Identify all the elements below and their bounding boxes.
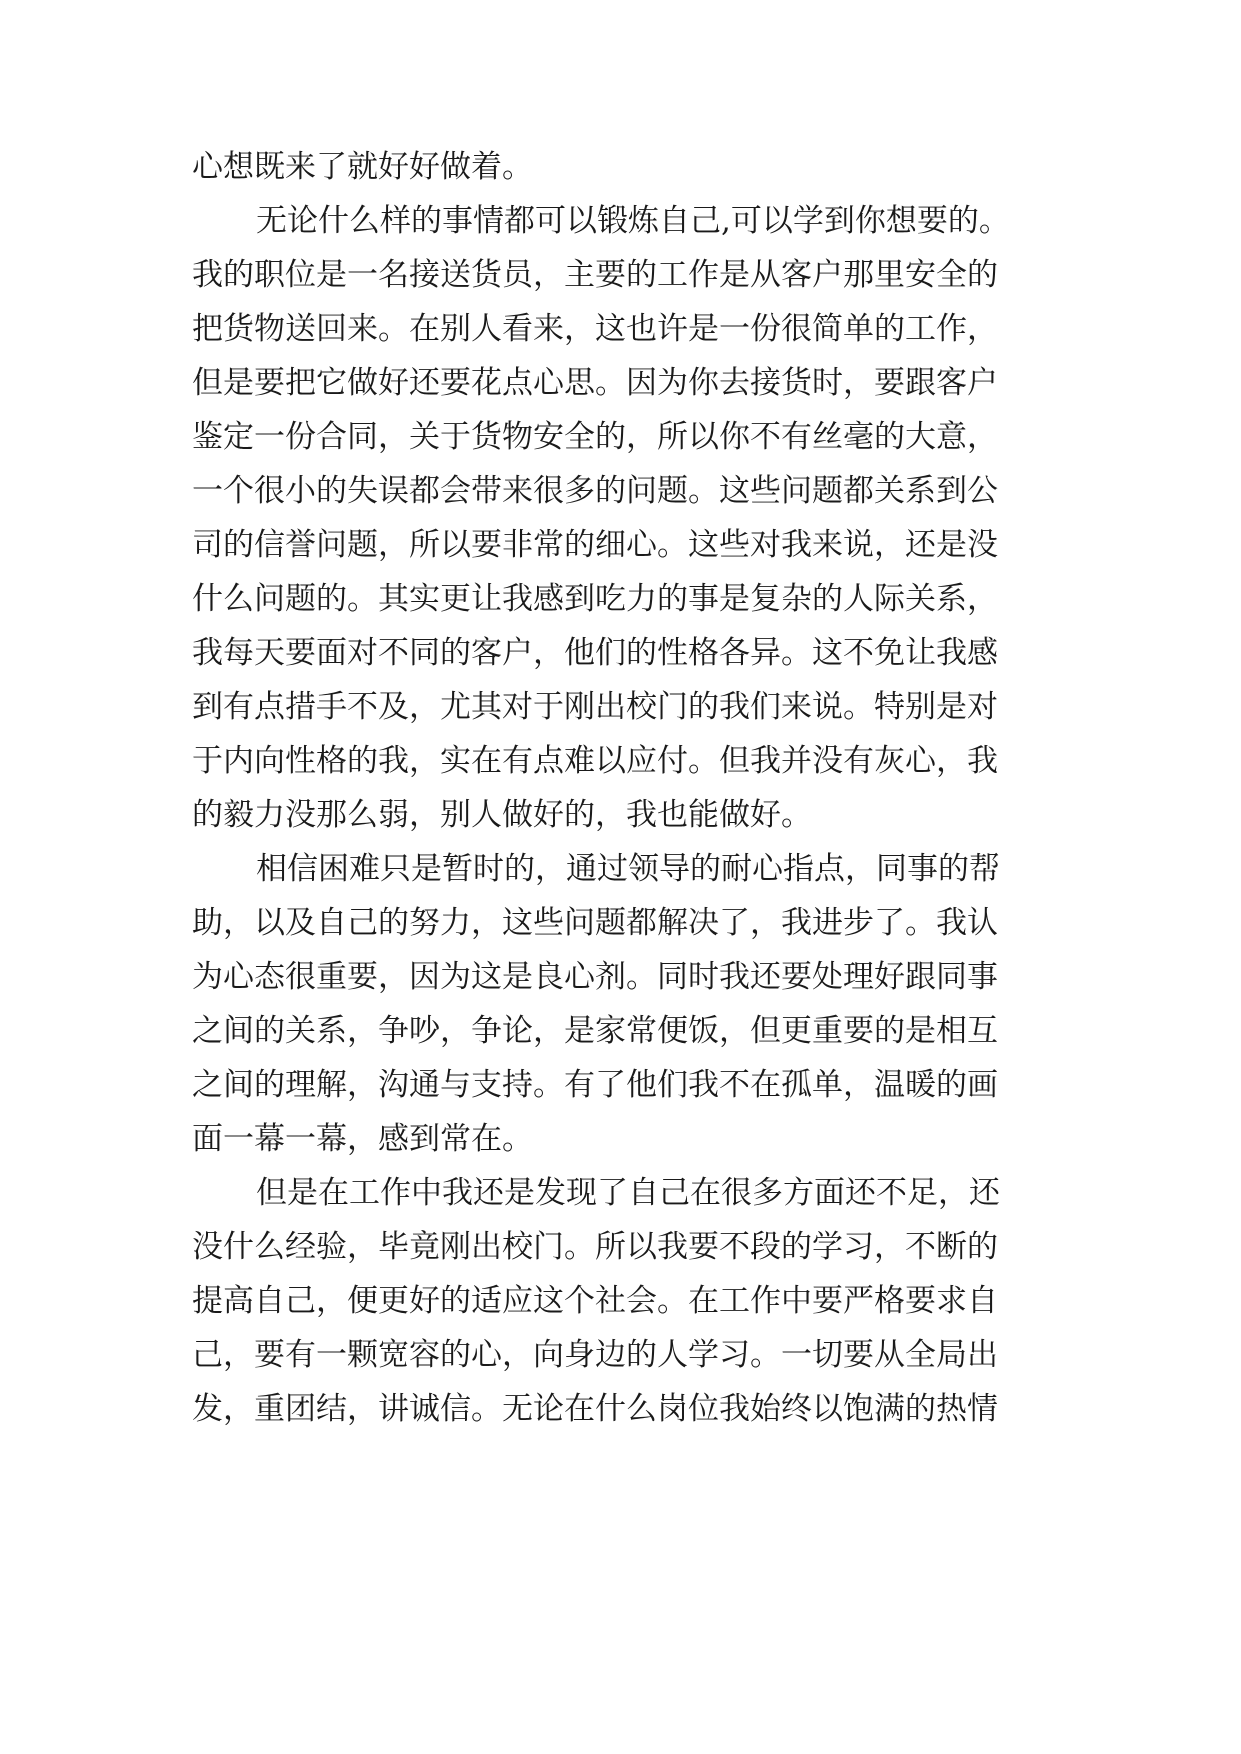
text-line-paragraph-start: 但是在工作中我还是发现了自己在很多方面还不足，还 [256, 1175, 1000, 1211]
text-line: 但是要把它做好还要花点心思。因为你去接货时，要跟客户 [192, 365, 998, 401]
text-line: 没什么经验，毕竟刚出校门。所以我要不段的学习，不断的 [192, 1229, 998, 1265]
text-line: 面一幕一幕，感到常在。 [192, 1121, 533, 1157]
text-line: 鉴定一份合同，关于货物安全的，所以你不有丝毫的大意， [192, 419, 998, 455]
text-line: 把货物送回来。在别人看来，这也许是一份很简单的工作， [192, 311, 998, 347]
text-line: 之间的理解，沟通与支持。有了他们我不在孤单，温暖的画 [192, 1067, 998, 1103]
text-line: 一个很小的失误都会带来很多的问题。这些问题都关系到公 [192, 473, 998, 509]
text-line-paragraph-start: 无论什么样的事情都可以锻炼自己,可以学到你想要的。 [256, 203, 1010, 239]
text-line: 我每天要面对不同的客户，他们的性格各异。这不免让我感 [192, 635, 998, 671]
text-line: 之间的关系，争吵，争论，是家常便饭，但更重要的是相互 [192, 1013, 998, 1049]
text-line: 什么问题的。其实更让我感到吃力的事是复杂的人际关系， [192, 581, 998, 617]
text-line-paragraph-start: 相信困难只是暂时的，通过领导的耐心指点，同事的帮 [256, 851, 1000, 887]
text-line: 发，重团结，讲诚信。无论在什么岗位我始终以饱满的热情 [192, 1391, 998, 1427]
text-line: 司的信誉问题，所以要非常的细心。这些对我来说，还是没 [192, 527, 998, 563]
text-line: 为心态很重要，因为这是良心剂。同时我还要处理好跟同事 [192, 959, 998, 995]
text-line: 于内向性格的我，实在有点难以应付。但我并没有灰心，我 [192, 743, 998, 779]
text-line: 我的职位是一名接送货员，主要的工作是从客户那里安全的 [192, 257, 998, 293]
text-line: 提高自己，便更好的适应这个社会。在工作中要严格要求自 [192, 1283, 998, 1319]
text-line: 己，要有一颗宽容的心，向身边的人学习。一切要从全局出 [192, 1337, 998, 1373]
text-line: 到有点措手不及，尤其对于刚出校门的我们来说。特别是对 [192, 689, 998, 725]
text-line: 助，以及自己的努力，这些问题都解决了，我进步了。我认 [192, 905, 998, 941]
text-line: 的毅力没那么弱，别人做好的，我也能做好。 [192, 797, 812, 833]
text-line: 心想既来了就好好做着。 [192, 149, 533, 185]
